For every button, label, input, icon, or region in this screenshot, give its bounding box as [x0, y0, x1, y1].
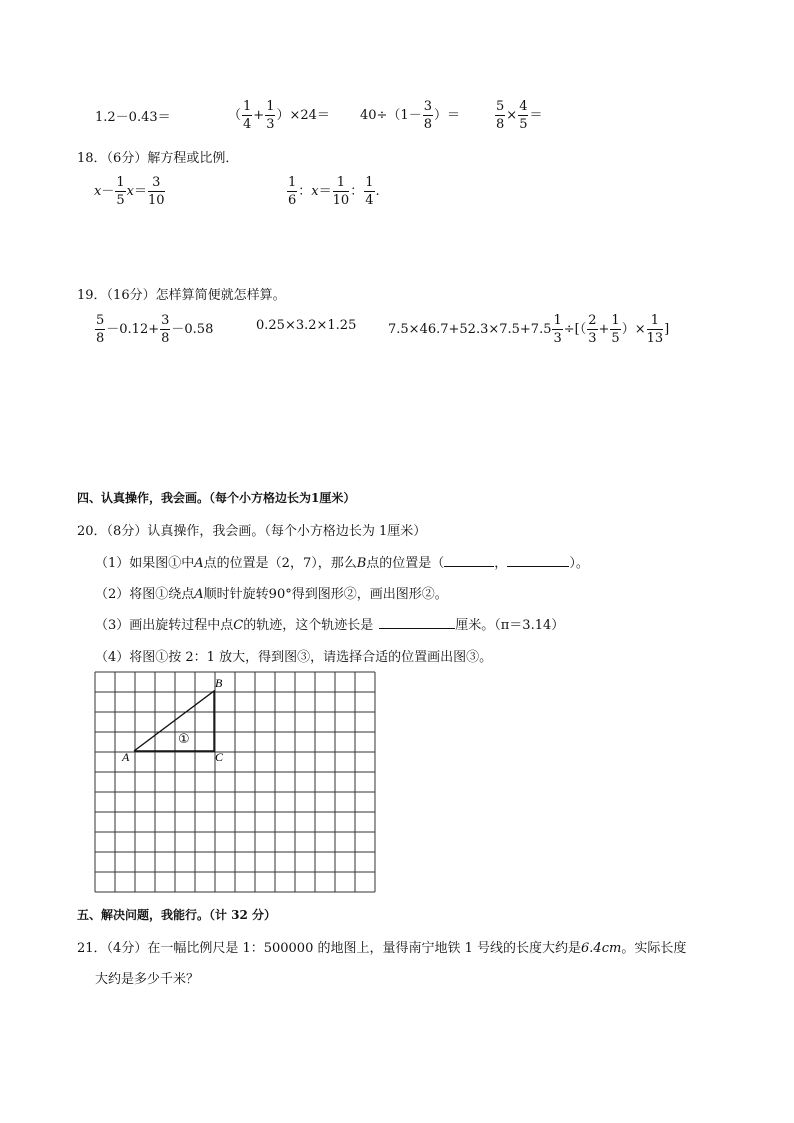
equation-1: x－ $\frac{1}{5}$ x＝ $\frac{3}{10}$ [94, 175, 165, 208]
fraction: $\frac{1}{10}$ [332, 175, 350, 208]
question-21-line-2: 大约是多少千米？ [95, 972, 200, 987]
grid-lines [95, 672, 375, 892]
drawing-grid[interactable] [94, 671, 376, 893]
answer-blank[interactable] [379, 616, 455, 629]
expression-2: 0.25×3.2×1.25 [256, 318, 357, 333]
section-5-heading: 五、解决问题，我能行。（计 32 分） [77, 908, 277, 922]
calc-item-3: 40÷（1－ $\frac{3}{8}$ ）＝ [360, 99, 461, 132]
expression-3: 7.5×46.7+52.3×7.5+7.5 $\frac{1}{3}$ ÷[（ $\frac{2}{3}$ + $\frac{1}{5}$ ）× $\frac{1}{13}$ ] [388, 313, 670, 346]
question-21-line-1: 21．（4分）在一幅比例尺是 1：500000 的地图上，量得南宁地铁 1 号线的长度大约是6.4cm。实际长度 [77, 941, 687, 956]
question-20-part-2: （2）将图①绕点A顺时针旋转90°得到图形②，画出图形②。 [95, 587, 448, 602]
point-label-b: B [215, 676, 223, 690]
fraction: $\frac{5}{8}$ [496, 99, 505, 132]
question-20-part-4: （4）将图①按 2：1 放大，得到图③，请选择合适的位置画出图③。 [95, 650, 493, 665]
expression-1: $\frac{5}{8}$ －0.12+ $\frac{3}{8}$ －0.58 [96, 313, 214, 346]
fraction: $\frac{3}{8}$ [161, 313, 170, 346]
question-19-title: 19．（16分）怎样算简便就怎样算。 [77, 288, 286, 303]
triangle-figure-1 [134, 691, 214, 751]
fraction: $\frac{1}{13}$ [646, 313, 664, 346]
point-label-a: A [122, 750, 130, 764]
fraction: $\frac{1}{5}$ [611, 313, 620, 346]
fraction: $\frac{1}{3}$ [266, 99, 275, 132]
figure-1-label: ① [178, 732, 190, 747]
point-label-c: C [215, 750, 224, 764]
fraction: $\frac{1}{5}$ [116, 175, 125, 208]
fraction: $\frac{3}{8}$ [423, 99, 432, 132]
equation-2: $\frac{1}{6}$ ：x＝ $\frac{1}{10}$ ： $\frac{1}{4}$ . [288, 175, 380, 208]
fraction: $\frac{3}{10}$ [148, 175, 165, 208]
fraction: $\frac{1}{3}$ [553, 313, 562, 346]
fraction: $\frac{4}{5}$ [519, 99, 528, 132]
answer-blank[interactable] [507, 554, 569, 567]
fraction: $\frac{2}{3}$ [588, 313, 597, 346]
question-18-title: 18．（6分）解方程或比例． [77, 151, 239, 166]
question-20-part-1: （1）如果图①中A点的位置是（2，7），那么B点的位置是（ ， ）。 [95, 556, 589, 571]
fraction: $\frac{1}{6}$ [288, 175, 297, 208]
fraction: $\frac{1}{4}$ [365, 175, 374, 208]
answer-blank[interactable] [444, 554, 494, 567]
calc-item-4: $\frac{5}{8}$ × $\frac{4}{5}$ ＝ [496, 99, 543, 132]
calc-item-1: 1.2－0.43＝ [95, 110, 171, 125]
section-4-heading: 四、认真操作，我会画。（每个小方格边长为1厘米） [77, 491, 356, 505]
calc-item-2: （ $\frac{1}{4}$ + $\frac{1}{3}$ ）×24＝ [228, 99, 330, 132]
triangle-abc [134, 691, 214, 751]
question-20-part-3: （3）画出旋转过程中点C的轨迹，这个轨迹长是 厘米。（π＝3.14） [95, 618, 565, 633]
question-20-title: 20．（8分）认真操作，我会画。（每个小方格边长为 1厘米） [77, 524, 427, 539]
fraction: $\frac{5}{8}$ [96, 313, 105, 346]
fraction: $\frac{1}{4}$ [243, 99, 252, 132]
